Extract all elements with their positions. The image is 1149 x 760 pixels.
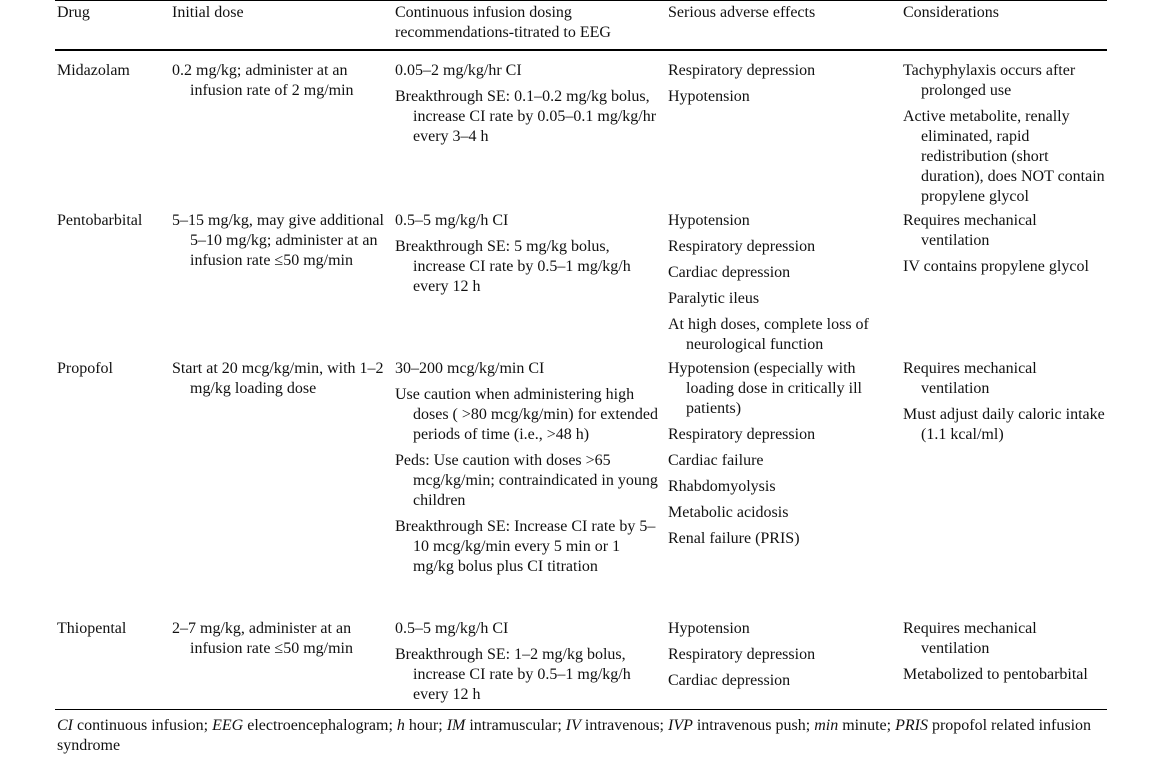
footnote-abbr: IVP bbox=[667, 717, 693, 734]
footnote-abbr: CI bbox=[57, 717, 73, 734]
footnote-abbr: min bbox=[814, 717, 839, 734]
initial-dose: 2–7 mg/kg, administer at an infusion rate ≤50 mg/min bbox=[172, 620, 353, 657]
adverse-effects: Respiratory depression Hypotension bbox=[668, 62, 816, 105]
considerations: Requires mechanical ventilation Metabolized to pentobarbital bbox=[903, 620, 1088, 683]
adverse-effects: Hypotension Respiratory depression Cardiac depression Paralytic ileus At high doses, complete loss of neurological function bbox=[668, 212, 869, 353]
header-initial-dose: Initial dose bbox=[172, 4, 244, 21]
footnote-abbr: h bbox=[396, 717, 405, 734]
header-adverse-effects: Serious adverse effects bbox=[668, 4, 816, 21]
adverse-effects: Hypotension (especially with loading dose in critically ill patients) Respiratory depression Cardiac failure Rhabdomyolysis Metabolic acidosis Renal failure (PRIS) bbox=[668, 360, 862, 547]
header-continuous-infusion: Continuous infusion dosing recommendations-titrated to EEG bbox=[395, 4, 611, 41]
footnote-text: intravenous; bbox=[580, 717, 668, 734]
drug-name: Midazolam bbox=[57, 62, 130, 79]
table-header-rule bbox=[55, 49, 1107, 51]
drug-name: Thiopental bbox=[57, 620, 127, 637]
table-top-rule bbox=[55, 0, 1107, 1]
footnote-text: continuous infusion; bbox=[73, 717, 213, 734]
continuous-infusion: 0.5–5 mg/kg/h CI Breakthrough SE: 5 mg/kg bolus, increase CI rate by 0.5–1 mg/kg/h every 12 h bbox=[395, 212, 631, 295]
initial-dose: 0.2 mg/kg; administer at an infusion rate of 2 mg/min bbox=[172, 62, 354, 99]
footnote-text: propofol related infusion syndrome bbox=[57, 717, 1092, 754]
footnote-text: hour; bbox=[404, 717, 447, 734]
header-considerations: Considerations bbox=[903, 4, 999, 21]
considerations: Requires mechanical ventilation Must adjust daily caloric intake (1.1 kcal/ml) bbox=[903, 360, 1105, 443]
drug-name: Pentobarbital bbox=[57, 212, 143, 229]
table-footnote bbox=[57, 716, 1117, 756]
initial-dose: 5–15 mg/kg, may give additional 5–10 mg/kg; administer at an infusion rate ≤50 mg/min bbox=[172, 212, 384, 269]
table-bottom-rule bbox=[55, 709, 1107, 710]
footnote-abbr: IM bbox=[446, 717, 466, 734]
footnote-abbr: EEG bbox=[212, 717, 244, 734]
footnote-abbr: PRIS bbox=[895, 717, 928, 734]
footnote-text: electroencephalogram; bbox=[243, 717, 397, 734]
continuous-infusion: 30–200 mcg/kg/min CI Use caution when administering high doses ( >80 mcg/kg/min) for extended periods of time (i.e., >48 h) Peds: Use caution with doses >65 mcg/kg/min; contraindicated in young children Breakthrough SE: Increase CI rate by 5–10 mcg/kg/min every 5 min or 1 mg/kg bolus plus CI titration bbox=[395, 360, 658, 575]
considerations: Tachyphylaxis occurs after prolonged use Active metabolite, renally eliminated, rapid redistribution (short duration), does NOT contain propylene glycol bbox=[903, 62, 1105, 205]
drug-name: Propofol bbox=[57, 360, 113, 377]
adverse-effects: Hypotension Respiratory depression Cardiac depression bbox=[668, 620, 816, 689]
continuous-infusion: 0.05–2 mg/kg/hr CI Breakthrough SE: 0.1–0.2 mg/kg bolus, increase CI rate by 0.05–0.1 mg/kg/hr every 3–4 h bbox=[395, 62, 657, 145]
considerations: Requires mechanical ventilation IV contains propylene glycol bbox=[903, 212, 1089, 275]
footnote-text: intramuscular; bbox=[465, 717, 566, 734]
footnote-text: minute; bbox=[838, 717, 896, 734]
header-drug: Drug bbox=[57, 4, 90, 21]
initial-dose: Start at 20 mcg/kg/min, with 1–2 mg/kg loading dose bbox=[172, 360, 384, 397]
footnote-text: intravenous push; bbox=[692, 717, 815, 734]
continuous-infusion: 0.5–5 mg/kg/h CI Breakthrough SE: 1–2 mg/kg bolus, increase CI rate by 0.5–1 mg/kg/h every 12 h bbox=[395, 620, 631, 703]
footnote-abbr: IV bbox=[565, 717, 581, 734]
